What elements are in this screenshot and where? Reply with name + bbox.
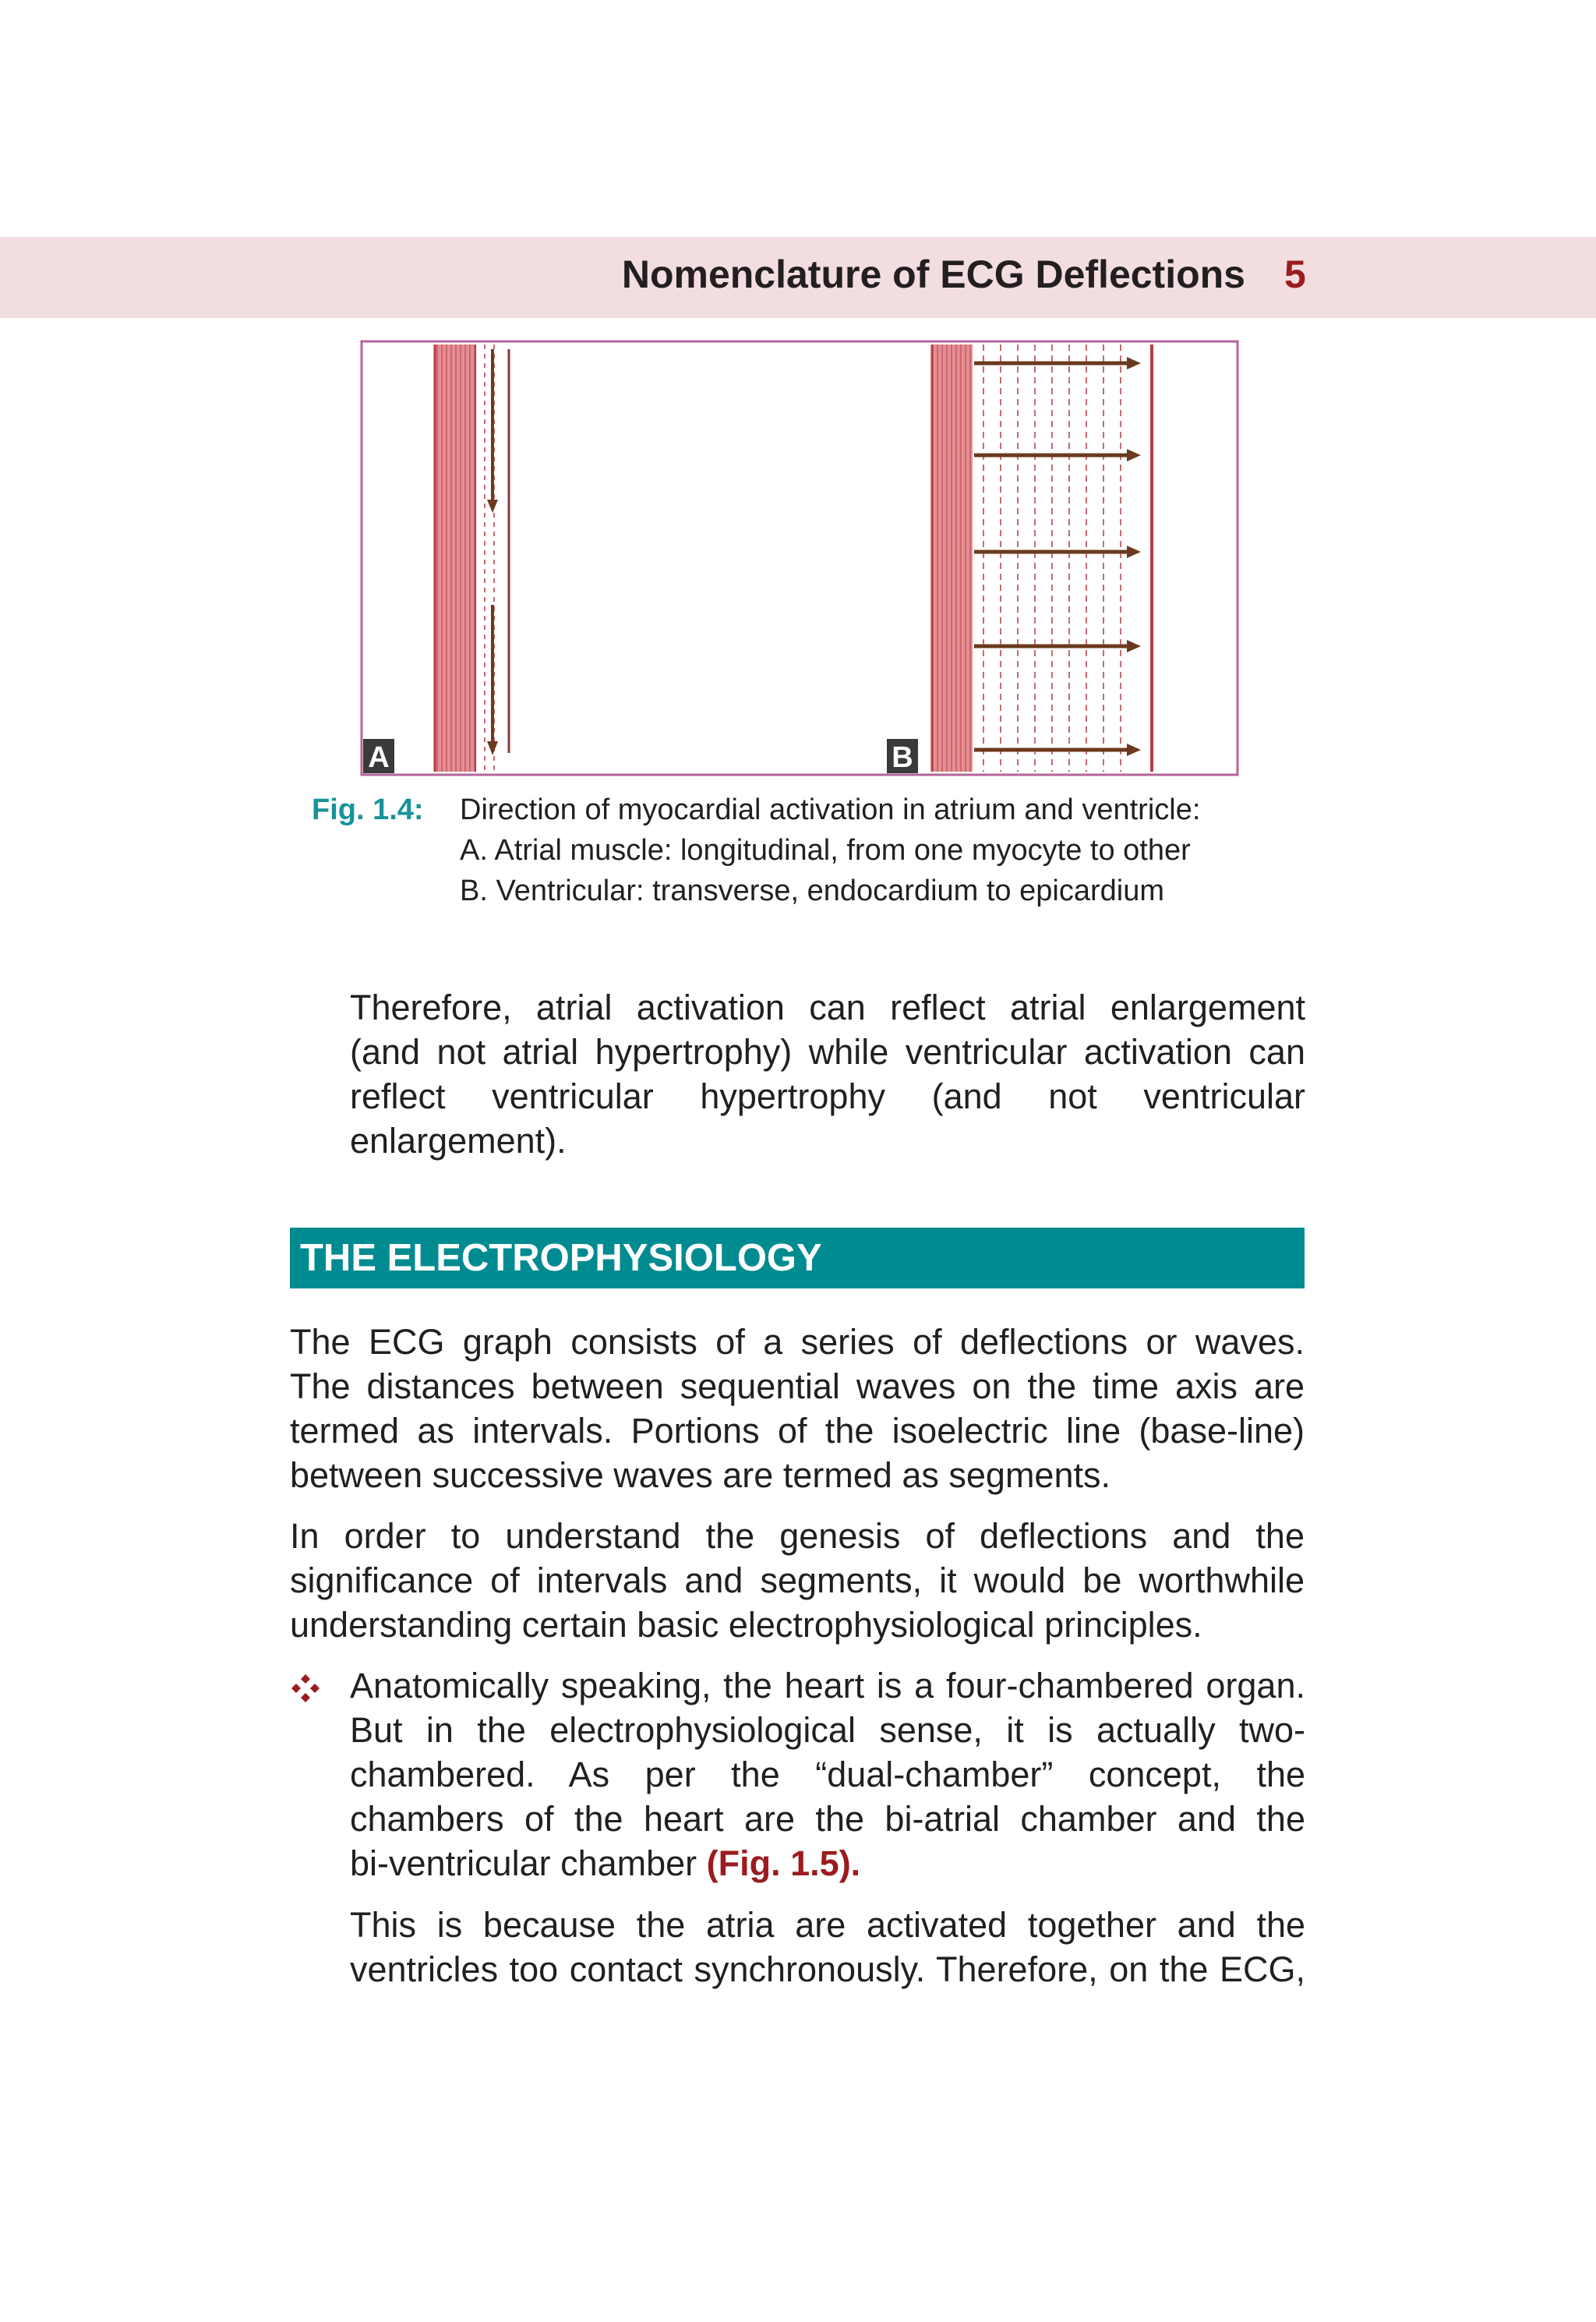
text-line: chambers of the heart are the bi-atrial chamber and the xyxy=(350,1799,1305,1839)
diamond-bullet-icon xyxy=(290,1673,321,1704)
panel-b-label: B xyxy=(892,741,913,774)
text-line: enlargement). xyxy=(350,1121,567,1161)
paragraph-synchronous xyxy=(350,1903,1305,1992)
atrial-muscle-strip xyxy=(435,345,475,772)
text-line: reflect ventricular hypertrophy (and not ventricular xyxy=(350,1076,1305,1116)
text-line: But in the electrophysiological sense, it is actually two- xyxy=(350,1710,1305,1750)
text-line: significance of intervals and segments, it would be worthwhile xyxy=(290,1560,1305,1600)
figure-myocardial-activation xyxy=(360,340,1239,776)
text-line: In order to understand the genesis of deflections and the xyxy=(290,1516,1305,1556)
text-line: Anatomically speaking, the heart is a four-chambered organ. xyxy=(350,1666,1305,1705)
text-line xyxy=(350,1841,1305,1886)
paragraph-ecg-graph xyxy=(290,1320,1305,1497)
text-line: termed as intervals. Portions of the isoelectric line (base-line) xyxy=(290,1411,1305,1451)
figure-reference: (Fig. 1.5). xyxy=(706,1843,861,1883)
text-line: Therefore, atrial activation can reflect atrial enlargement xyxy=(350,988,1305,1027)
text-line: The distances between sequential waves on the time axis are xyxy=(290,1366,1305,1406)
text-line: (and not atrial hypertrophy) while ventricular activation can xyxy=(350,1032,1305,1072)
figure-caption-line: B. Ventricular: transverse, endocardium to epicardium xyxy=(460,875,1164,907)
text-line: The ECG graph consists of a series of deflections or waves. xyxy=(290,1322,1305,1362)
paragraph-atrial-ventricular xyxy=(350,985,1305,1163)
section-heading: THE ELECTROPHYSIOLOGY xyxy=(300,1237,822,1279)
text-line: chambered. As per the “dual-chamber” concept, the xyxy=(350,1755,1305,1794)
running-header-title: Nomenclature of ECG Deflections xyxy=(621,253,1245,296)
paragraph-genesis xyxy=(290,1514,1305,1647)
text-line: ventricles too contact synchronously. Therefore, on the ECG, xyxy=(350,1949,1305,1989)
panel-a-label: A xyxy=(368,741,390,774)
page-number: 5 xyxy=(1284,253,1306,296)
figure-caption-label: Fig. 1.4: xyxy=(312,793,424,826)
text-line: between successive waves are termed as segments. xyxy=(290,1455,1110,1495)
text-span: bi-ventricular chamber xyxy=(350,1843,707,1883)
figure-caption-line: Direction of myocardial activation in atrium and ventricle: xyxy=(460,793,1201,826)
ventricular-wall-block xyxy=(932,345,973,772)
text-line: understanding certain basic electrophysiological principles. xyxy=(290,1605,1202,1645)
bullet-dual-chamber xyxy=(350,1663,1305,1886)
figure-caption-line: A. Atrial muscle: longitudinal, from one myocyte to other xyxy=(460,834,1191,867)
text-line: This is because the atria are activated together and the xyxy=(350,1905,1305,1945)
